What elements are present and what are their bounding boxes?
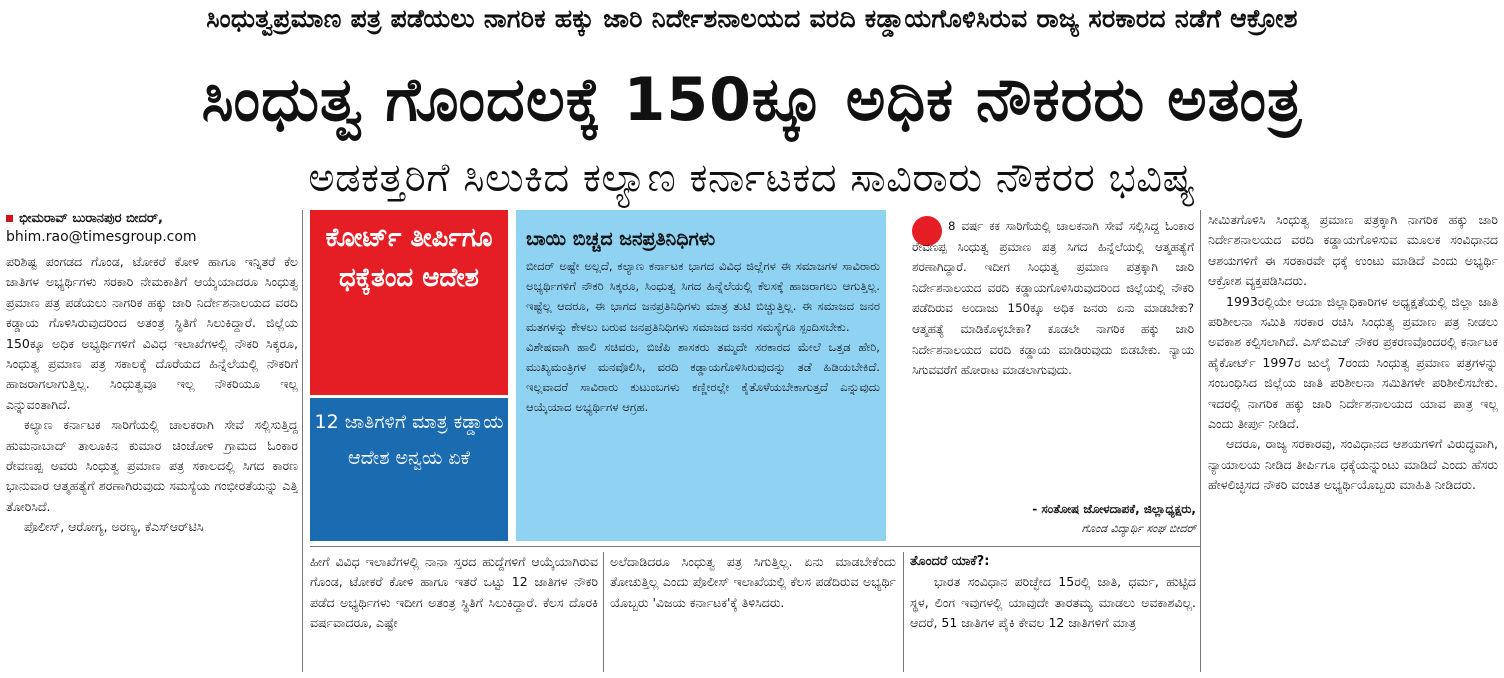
byline-author: ಭೀಮರಾವ್ ಬುರಾನಪುರ ಬೀದರ್, xyxy=(19,211,163,226)
subhead: ಅಡಕತ್ತರಿಗೆ ಸಿಲುಕಿದ ಕಲ್ಯಾಣ ಕರ್ನಾಟಕದ ಸಾವಿರಾರು ನೌಕರರ ಭವಿಷ್ಯ xyxy=(308,155,1196,201)
column-divider xyxy=(603,552,604,672)
cyan-box-paragraph-1: ಬೀದರ್ ಅಷ್ಟೇ ಅಲ್ಲದೆ, ಕಲ್ಯಾಣ ಕರ್ನಾಟಕ ಭಾಗದ ವಿವಿಧ ಜಿಲ್ಲೆಗಳ ಈ ಸಮಾಜಗಳ ಸಾವಿರಾರು ಅಭ್ಯರ್ಥಿಗಳಿಗೆ ನೌಕರಿ ಸಿಕ್ಕರೂ, ಸಿಂಧುತ್ವ ಸಿಗದ ಹಿನ್ನೆಲೆಯಲ್ಲಿ ಕೆಲಸಕ್ಕೆ ಹಾಜರಾಗಲು ಆಗುತ್ತಿಲ್ಲ. ಇಷ್ಟೆಲ್ಲ ಆದರೂ, ಈ ಭಾಗದ ಜನಪ್ರತಿನಿಧಿಗಳು ಮಾತ್ರ ತುಟಿ ಬಿಚ್ಚುತ್ತಿಲ್ಲ. ಈ ಸಮಾಜದ ಜನರ ಮತಗಳನ್ನು ಕೇಳಲು ಬರುವ ಜನಪ್ರತಿನಿಧಿಗಳು ಸಮಾಜದ ಜನರ ಸಮಸ್ಯೆಗೂ ಸ್ಪಂದಿಸಬೇಕು. xyxy=(526,259,880,334)
cyan-box-title: ಬಾಯಿ ಬಿಚ್ಚದ ಜನಪ್ರತಿನಿಧಿಗಳು xyxy=(526,228,716,250)
column-right xyxy=(1208,210,1498,672)
column-divider xyxy=(903,552,904,672)
col-right-paragraph-3: ಆದರೂ, ರಾಜ್ಯ ಸರಕಾರವು, ಸಂವಿಧಾನದ ಆಶಯಗಳಿಗೆ ವಿರುದ್ಧವಾಗಿ, ನ್ಯಾಯಾಲಯ ನೀಡಿದ ತೀರ್ಪಿಗೂ ಧಕ್ಕೆಯನ್ನುಂಟು ಮಾಡಿದೆ ಎಂದು ಹೆಸರು ಹೇಳಲಿಚ್ಛಿಸದ ನೌಕರಿ ವಂಚಿತ ಅಭ್ಯರ್ಥಿಯೊಬ್ಬರು ಮಾಹಿತಿ ನೀಡಿದರು. xyxy=(1208,436,1498,493)
byline xyxy=(6,210,298,246)
red-highlight-box: ಕೋರ್ಟ್ ತೀರ್ಪಿಗೂ ಧಕ್ಕೆತಂದ ಆದೇಶ xyxy=(310,210,508,395)
column-divider xyxy=(1200,210,1201,672)
blue-highlight-box: 12 ಜಾತಿಗಳಿಗೆ ಮಾತ್ರ ಕಡ್ಡಾಯ ಆದೇಶ ಅನ್ವಯ ಏಕೆ xyxy=(310,398,508,541)
column-divider xyxy=(302,210,303,672)
kicker: ಸಿಂಧುತ್ವಪ್ರಮಾಣ ಪತ್ರ ಪಡೆಯಲು ನಾಗರಿಕ ಹಕ್ಕು ಜಾರಿ ನಿರ್ದೇಶನಾಲಯದ ವರದಿ ಕಡ್ಡಾಯಗೊಳಿಸಿರುವ ರಾಜ್ಯ ಸರಕಾರದ ನಡೆಗೆ ಆಕ್ರೋಶ xyxy=(206,4,1298,33)
column-bottom-b: ಅಲೆದಾಡಿದರೂ ಸಿಂಧುತ್ವ ಪತ್ರ ಸಿಗುತ್ತಿಲ್ಲ. ಏನು ಮಾಡಬೇಕೆಂದು ತೋಚುತ್ತಿಲ್ಲ ಎಂದು ಪೊಲೀಸ್ ಇಲಾಖೆಯಲ್ಲಿ ಕೆಲಸ ಪಡೆದಿರುವ ಅಭ್ಯರ್ಥಿ ಯೊಬ್ಬರು 'ವಿಜಯ ಕರ್ನಾಟಕ'ಕ್ಕೆ ತಿಳಿಸಿದರು. xyxy=(610,554,896,610)
col1-paragraph-2: ಕಲ್ಯಾಣ ಕರ್ನಾಟಕ ಸಾರಿಗೆಯಲ್ಲಿ ಚಾಲಕರಾಗಿ ಸೇವೆ ಸಲ್ಲಿಸುತ್ತಿದ್ದ ಹುಮನಾಬಾದ್ ತಾಲೂಕಿನ ಕುಮಾರ ಚಿಂಚೋಳಿ ಗ್ರಾಮದ ಓಂಕಾರ ರೇವಣಪ್ಪ ಅವರು ಸಿಂಧುತ್ವ ಪ್ರಮಾಣ ಪತ್ರ ಸಕಾಲದಲ್ಲಿ ಸಿಗದ ಕಾರಣ ಭಾನುವಾರ ಆತ್ಮಹತ್ಯೆಗೆ ಶರಣಾಗಿರುವುದು ಸಮಸ್ಯೆಯ ಗಂಭೀರತೆಯನ್ನು ಎತ್ತಿ ತೋರಿಸಿದೆ. xyxy=(6,417,298,514)
column-bottom-c-text: ಭಾರತ ಸಂವಿಧಾನ ಪರಿಚ್ಛೇದ 15ರಲ್ಲಿ ಜಾತಿ, ಧರ್ಮ, ಹುಟ್ಟಿದ ಸ್ಥಳ, ಲಿಂಗ ಇವುಗಳಲ್ಲಿ ಯಾವುದೇ ತಾರತಮ್ಯ ಮಾಡಲು ಅವಕಾಶವಿಲ್ಲ. ಆದರೆ, 51 ಜಾತಿಗಳ ಪೈಕಿ ಕೇವಲ 12 ಜಾತಿಗಳಿಗೆ ಮಾತ್ರ xyxy=(910,574,1196,631)
cyan-sidebar-box xyxy=(516,210,886,541)
col-right-paragraph-2: 1993ರಲ್ಲಿಯೇ ಆಯಾ ಜಿಲ್ಲಾಧಿಕಾರಿಗಳ ಅಧ್ಯಕ್ಷತೆಯಲ್ಲಿ ಜಿಲ್ಲಾ ಜಾತಿ ಪರಿಶೀಲನಾ ಸಮಿತಿ ಸರಕಾರ ರಚಿಸಿ ಸಿಂಧುತ್ವ ಪ್ರಮಾಣ ಪತ್ರ ನೀಡಲು ಅವಕಾಶ ಕಲ್ಪಿಸಲಾಗಿದೆ. ಎಸ್‌ಬಿಎಚ್ ನೌಕರ ಪ್ರಕರಣವೊಂದರಲ್ಲಿ ಕರ್ನಾಟಕ ಹೈಕೋರ್ಟ್ 1997ರ ಜುಲೈ 7ರಂದು ಸಿಂಧುತ್ವ ಪ್ರಮಾಣ ಪತ್ರಗಳನ್ನು ಸಂಬಂಧಿಸಿದ ಜಿಲ್ಲೆಯ ಜಾತಿ ಪರಿಶೀಲನಾ ಸಮಿತಿಗಳೇ ಪರಿಶೀಲಿಸಬೇಕು. ಇದರಲ್ಲಿ ನಾಗರಿಕ ಹಕ್ಕು ಜಾರಿ ನಿರ್ದೇಶನಾಲಯದ ಯಾವ ಪಾತ್ರ ಇಲ್ಲ ಎಂದು ತೀರ್ಪು ನೀಡಿದೆ. xyxy=(1208,293,1498,432)
section-heading: ತೊಂದರೆ ಯಾಕೆ?: xyxy=(910,554,990,569)
col-right-paragraph-1: ಸೀಮಿತಗೊಳಿಸಿ ಸಿಂಧುತ್ವ ಪ್ರಮಾಣ ಪತ್ರಕ್ಕಾಗಿ ನಾಗರಿಕ ಹಕ್ಕು ಜಾರಿ ನಿರ್ದೇಶನಾಲಯದ ವರದಿ ಕಡ್ಡಾಯಗೊಳಿಸುವ ಮೂಲಕ ಸಂವಿಧಾನದ ಆಶಯಗಳಿಗೆ ಈ ಸರಕಾರವೇ ಧಕ್ಕೆ ಉಂಟು ಮಾಡಿದೆ ಎಂದು ಅಭ್ಯರ್ಥಿ ಆಕ್ರೋಶ ವ್ಯಕ್ತಪಡಿಸಿದರು. xyxy=(1208,212,1498,289)
quote-org: ಗೊಂಡ ವಿದ್ಯಾರ್ಥಿ ಸಂಘ ಬೀದರ್ xyxy=(1081,522,1196,535)
column-bottom-c xyxy=(910,552,1196,672)
col1-paragraph-3: ಪೊಲೀಸ್, ಆರೋಗ್ಯ, ಅರಣ್ಯ, ಕೆಎಸ್‌ಆರ್‌ಟಿಸಿ xyxy=(24,519,204,535)
column-bottom-a: ಹೀಗೆ ವಿವಿಧ ಇಲಾಖೆಗಳಲ್ಲಿ ನಾನಾ ಸ್ತರದ ಹುದ್ದೆಗಳಿಗೆ ಆಯ್ಕೆಯಾಗಿರುವ ಗೊಂಡ, ಟೋಕರೆ ಕೋಳಿ ಹಾಗೂ ಇತರೆ ಒಟ್ಟು 12 ಜಾತಿಗಳ ನೌಕರಿ ಪಡೆದ ಅಭ್ಯರ್ಥಿಗಳು ಇದೀಗ ಅತಂತ್ರ ಸ್ಥಿತಿಗೆ ಸಿಲುಕಿದ್ದಾರೆ. ಕೆಲಸ ದೊರಕಿ ವರ್ಷವಾದರೂ, ಎಷ್ಟೇ xyxy=(310,554,598,631)
quote-author: - ಸಂತೋಷ ಜೋಳದಾಪಕೆ, ಜಿಲ್ಲಾಧ್ಯಕ್ಷರು, xyxy=(1032,502,1196,516)
column-1 xyxy=(6,252,298,672)
cyan-box-paragraph-2: ವಿಶೇಷವಾಗಿ ಹಾಲಿ ಸಚಿವರು, ಬಿಜೆಪಿ ಶಾಸಕರು ತಮ್ಮದೇ ಸರಕಾರದ ಮೇಲೆ ಒತ್ತಡ ಹೇರಿ, ಮುಖ್ಯಮಂತ್ರಿಗಳ ಮನವೊಲಿಸಿ, ವರದಿ ಕಡ್ಡಾಯಗೊಳಿಸಿರುವುದನ್ನು ತಡೆ ಹಿಡಿಯಬೇಕಿದೆ. ಇಲ್ಲವಾದರೆ ಸಾವಿರಾರು ಕುಟುಂಬಗಳು ಕಣ್ಣೀರಲ್ಲೇ ಕೈತೊಳೆಯಬೇಕಾಗುತ್ತದೆ ಎನ್ನುವುದು ಆಯ್ಕೆಯಾದ ಅಭ್ಯರ್ಥಿಗಳ ಆಗ್ರಹ. xyxy=(526,339,880,415)
bullet-square-icon xyxy=(6,215,13,222)
byline-email: bhim.rao@timesgroup.com xyxy=(6,229,197,245)
headline: ಸಿಂಧುತ್ವ ಗೊಂದಲಕ್ಕೆ 150ಕ್ಕೂ ಅಧಿಕ ನೌಕರರು ಅತಂತ್ರ xyxy=(201,65,1303,135)
horizontal-rule xyxy=(310,546,1200,547)
col1-paragraph-1: ಪರಿಶಿಷ್ಟ ಪಂಗಡದ ಗೊಂಡ, ಟೋಕರೆ ಕೋಳಿ ಹಾಗೂ ಇನ್ನಿತರೆ ಕೆಲ ಜಾತಿಗಳ ಅಭ್ಯರ್ಥಿಗಳು ಸರಕಾರಿ ನೇಮಕಾತಿಗೆ ಆಯ್ಕೆಯಾದರೂ ಸಿಂಧುತ್ವ ಪ್ರಮಾಣ ಪತ್ರ ಪಡೆಯಲು ನಾಗರಿಕ ಹಕ್ಕು ಜಾರಿ ನಿರ್ದೇಶನಾಲಯದ ವರದಿ ಕಡ್ಡಾಯ ಗೊಳಿಸಿರುವುದರಿಂದ ಅತಂತ್ರ ಸ್ಥಿತಿಗೆ ಸಿಲುಕಿದ್ದಾರೆ. ಜಿಲ್ಲೆಯ 150ಕ್ಕೂ ಅಧಿಕ ಅಭ್ಯರ್ಥಿಗಳಿಗೆ ವಿವಿಧ ಇಲಾಖೆಗಳಲ್ಲಿ ನೌಕರಿ ಸಿಕ್ಕರೂ, ಸಿಂಧುತ್ವ ಪ್ರಮಾಣ ಪತ್ರ ಸಕಾಲಕ್ಕೆ ದೊರೆಯದ ಹಿನ್ನೆಲೆಯಲ್ಲಿ ನೌಕರಿಗೆ ಹಾಜರಾಗಲಾಗುತ್ತಿಲ್ಲ. ಸಿಂಧುತ್ವವೂ ಇಲ್ಲ ನೌಕರಿಯೂ ಇಲ್ಲ ಎನ್ನುವಂತಾಗಿದೆ. xyxy=(6,254,298,412)
quote-text: 8 ವರ್ಷ ಕಕ ಸಾರಿಗೆಯಲ್ಲಿ ಚಾಲಕನಾಗಿ ಸೇವೆ ಸಲ್ಲಿಸಿದ್ದ ಓಂಕಾರ ರೇವಣಪ್ಪ ಸಿಂಧುತ್ವ ಪ್ರಮಾಣ ಪತ್ರ ಸಿಗದ ಹಿನ್ನೆಲೆಯಲ್ಲಿ ಆತ್ಮಹತ್ಯೆಗೆ ಶರಣಾಗಿದ್ದಾರೆ. ಇದೀಗ ಸಿಂಧುತ್ವ ಪ್ರಮಾಣ ಪತ್ರಕ್ಕಾಗಿ ಜಾರಿ ನಿರ್ದೇಶನಾಲಯದ ವರದಿ ಕಡ್ಡಾಯಗೊಳಿಸಿರುವುದರಿಂದ ಜಿಲ್ಲೆಯಲ್ಲಿ ನೌಕರಿ ಪಡೆದಿರುವ ಅಂದಾಜು 150ಕ್ಕೂ ಅಧಿಕ ಜನರು ಏನು ಮಾಡಬೇಕು? ಆತ್ಮಹತ್ಯೆ ಮಾಡಿಕೊಳ್ಳಬೇಕಾ? ಕೂಡಲೇ ನಾಗರಿಕ ಹಕ್ಕು ಜಾರಿ ನಿರ್ದೇಶನಾಲಯದ ವರದಿ ಕಡ್ಡಾಯ ಮಾಡಿರುವುದು ಬಿಡಬೇಕು. ನ್ಯಾಯ ಸಿಗುವವರೆಗೆ ಹೋರಾಟ ಮಾಡಲಾಗುವುದು. xyxy=(912,219,1194,378)
